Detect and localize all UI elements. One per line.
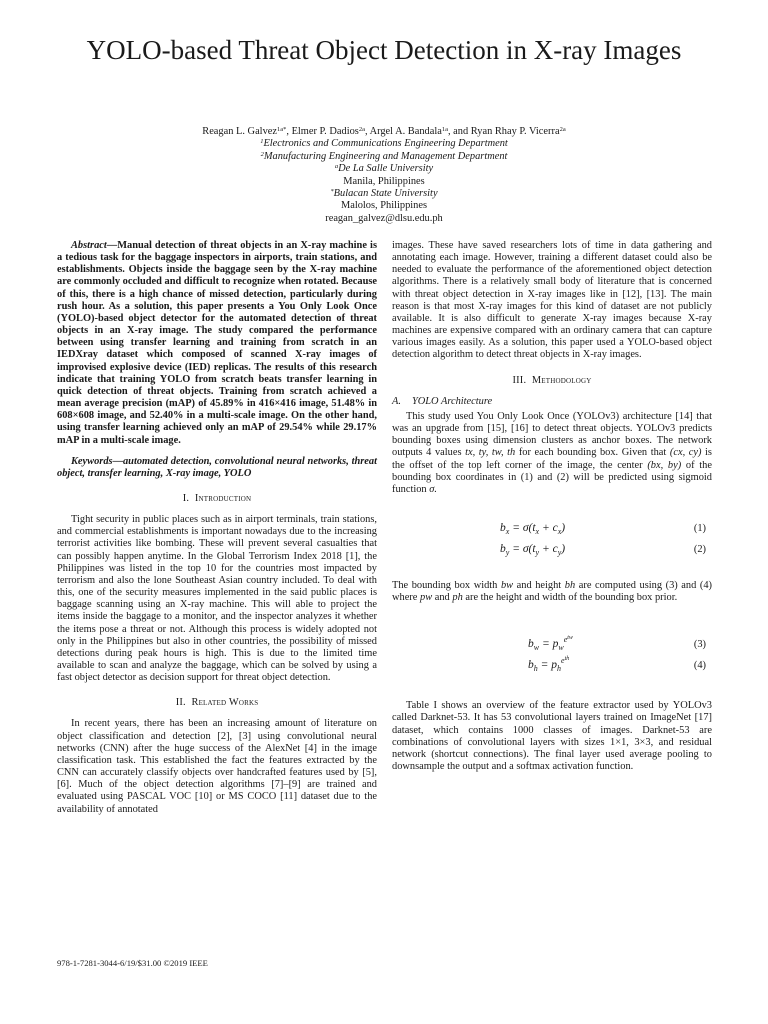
methodology-paragraph-2: The bounding box width bw and height bh are computed using (3) and (4) where pw and ph are the height and width of the bounding box prior.: [392, 579, 712, 604]
section-heading-introduction: I. Introduction: [182, 492, 252, 504]
methodology-paragraph-1: This study used You Only Look Once (YOLOv3) architecture [14] that was an upgrade from [15], [16] to detect threat objects. YOLOv3 predicts bounding boxes using dimension clusters as anchor boxes. The network outputs 4 values tx, ty, tw, th for each bounding box. Given that (cx, cy) is the offset of the top left corner of the image, the center (bx, by) of the bounding box coordinates in (1) and (2) will be predicted using sigmoid function σ.: [392, 410, 712, 495]
affiliation-1: $^1$Electronics and Communications Engineering Department: [260, 138, 508, 150]
left-column: [57, 240, 377, 816]
abstract: Abstract—Manual detection of threat objects in an X-ray machine is a tedious task for the baggage inspectors in airports, train stations, and establishments. Objects inside the baggage seen by the X-ray machine are commonly occluded and difficult to recognize when rotated. Because of this, there is a high chance of missed detection, particularly during rush hour. As a solution, this paper presents a You Only Look Once (YOLO)-based object detector for the automated detection of threat objects in an X-ray image. The study compared the performance between using transfer learning and training from scratch in an IEDXray dataset which composed of scanned X-ray images of improvised explosive device (IED) replicas. The results of this research indicate that training YOLO from scratch beats transfer learning in quick detection of threat objects. Training from scratch achieved a mean average precision (mAP) of 45.89% in 416×416 image, 51.48% in 608×608 image, and 52.40% in a multi-scale image. On the other hand, using transfer learning achieved only an mAP of 29.54% while 29.17% mAP in a multi-scale image.: [57, 240, 377, 446]
section-heading-methodology: III. Methodology: [512, 374, 592, 386]
equations-3-4: [392, 634, 712, 676]
related-works-paragraph: In recent years, there has been an increasing amount of literature on object classification and detection [2], [3] using convolutional neural networks (CNN) after the huge success of the AlexNet [4] in the image classification task. This established the fact the features extracted by the CNN can accurately classify objects over handcrafted features used by [5], [6]. Much of the object detection algorithms [7]–[9] are trained and evaluated using PASCAL VOC [10] or MS COCO [11] dataset due to the availability of annotated: [57, 718, 377, 815]
equation-4: $b_h = p_h^{e^{_{th}}}$ (4): [528, 656, 706, 674]
equation-2: $b_y = \sigma(t_y + c_y)$ (2): [500, 542, 706, 557]
section-heading-related-works: II. Related Works: [175, 697, 259, 709]
author-email: reagan_galvez@dlsu.edu.ph: [325, 212, 443, 224]
author-block: [60, 126, 708, 225]
affiliation-3: $^a$De La Salle University: [334, 163, 434, 175]
paper-title: YOLO-based Threat Object Detection in X-ray Images: [86, 35, 682, 65]
author-names: Reagan L. Galvez$^{1a*}$, Elmer P. Dadios$^{2a}$, Argel A. Bandala$^{1a}$, and Ryan Rhay P. Vicerra$^{2a}$: [202, 126, 566, 137]
methodology-paragraph-3: Table I shows an overview of the feature extractor used by YOLOv3 called Darknet-53. It has 53 convolutional layers trained on ImageNet [17] dataset, which contains 1000 classes of images. Darknet-53 are combinations of convolutional layers with sizes 1×1, 3×3, and residual network (shortcut connections). The final layer used average pooling to downsample the output and a softmax activation function.: [392, 700, 712, 773]
introduction-paragraph: Tight security in public places such as in airport terminals, train stations, and commercial establishments is important nowadays due to the increasing terrorist activities like bombing. These will prevent several casualties that can possibly happen anytime. In the Global Terrorism Index 2018 [1], the Philippines was listed in the top 10 for the countries most impacted by terrorism and also the lone Southeast Asian country included. To deal with this, one of the security measures implemented in the said public places is baggage scanning using an X-ray machine. This will able to project the items inside the baggage to a monitor, and the inspector analyzes it whether the items pose a threat or not. Although this process is widely adopted not only in the Philippines but also in other countries, the possibility of missed detections during peak hours is high. This is due to the limited time available to scan and analyze the baggage, which can be solved by using a fast object detector as decision support for threat object detection.: [57, 514, 377, 684]
keywords: Keywords—automated detection, convolutional neural networks, threat object, transfer learning, X-ray image, YOLO: [57, 455, 377, 479]
affiliation-4-city: Malolos, Philippines: [340, 200, 428, 212]
related-works-continuation: images. These have saved researchers lots of time in data gathering and annotating each image. However, training a different dataset could also be needed to evaluate the performance of the aforementioned object detection algorithms. There is a relatively small body of literature that is concerned with threat object detection in X-ray images like in [12], [13]. The main reason is that most X-ray images for this kind of dataset are not publicly available. It is also difficult to generate X-ray images because X-ray machines are expensive compared with an ordinary camera that can capture various images easily. As a solution, this paper used a YOLO-based object detection algorithm to detect threat objects in X-ray images.: [392, 240, 712, 361]
right-column: [392, 240, 712, 773]
subsection-heading-yolo: A. YOLO Architecture: [392, 395, 493, 407]
equation-3: $b_w = p_w^{e^{_{tw}}}$ (3): [528, 635, 706, 653]
copyright-footer: 978-1-7281-3044-6/19/$31.00 ©2019 IEEE: [57, 958, 208, 968]
equations-1-2: [392, 518, 712, 560]
affiliation-4: *Bulacan State University: [330, 188, 438, 200]
equation-1: $b_x = \sigma(t_x + c_x)$ (1): [500, 521, 706, 536]
affiliation-2: $^2$Manufacturing Engineering and Management Department: [260, 150, 508, 162]
affiliation-3-city: Manila, Philippines: [343, 175, 425, 187]
